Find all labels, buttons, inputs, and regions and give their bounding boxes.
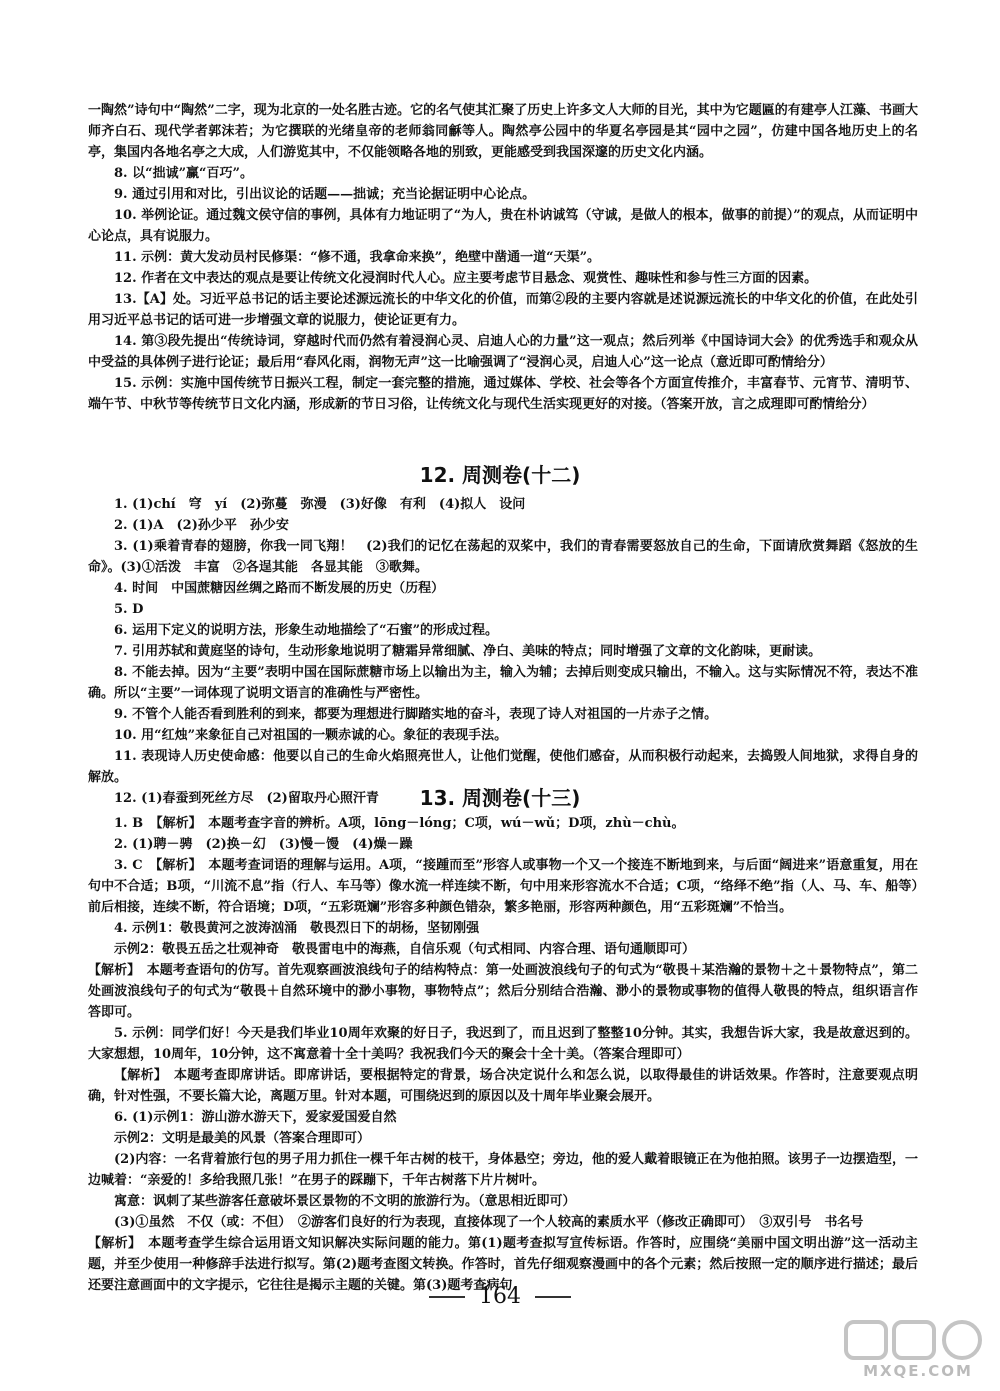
- answer-paragraph: 示例2：文明是最美的风景（答案合理即可）: [114, 1131, 371, 1146]
- answer-paragraph: 14. 第③段先提出“传统诗词，穿越时代而仍然有着浸润心灵、启迪人心的力量”这一观点；然后列举《中国诗词大会》的优秀选手和观众从中受益的具体例子进行论证；最后用“春风化雨，润物无声”这一比喻强调了“浸润心灵，启迪人心”这一论点（意近即可酌情给分）: [88, 334, 918, 370]
- page-footer: [0, 1284, 1000, 1309]
- answer-paragraph: 1. B 【解析】 本题考查字音的辨析。A项，lōng－lóng；C项，wú－wǔ；D项，zhù－chù。: [114, 816, 685, 831]
- answer-paragraph: 【解析】 本题考查语句的仿写。首先观察画波浪线句子的结构特点：第一处画波浪线句子的句式为“敬畏＋某浩瀚的景物＋之＋景物特点”，第二处画波浪线句子的句式为“敬畏＋自然环境中的渺小事物，事物特点”；然后分别结合浩瀚、渺小的景物或事物的值得人敬畏的特点，组织语言作答即可。: [88, 963, 918, 1020]
- answer-paragraph: 4. 示例1：敬畏黄河之波涛汹涌 敬畏烈日下的胡杨，坚韧刚强: [114, 921, 480, 936]
- answer-paragraph: 【解析】 本题考查即席讲话。即席讲话，要根据特定的背景，场合决定说什么和怎么说，以取得最佳的讲话效果。作答时，注意要观点明确，针对性强，不要长篇大论，离题万里。针对本题，可围绕迟到的原因以及十周年毕业聚会展开。: [88, 1068, 918, 1104]
- footer-dash-right: [535, 1296, 571, 1298]
- answer-paragraph: (2)内容：一名背着旅行包的男子用力抓住一棵千年古树的枝干，身体悬空；旁边，他的爱人戴着眼镜正在为他拍照。该男子一边摆造型，一边喊着：“亲爱的！多给我照几张！”在男子的踩蹦下，千年古树落下片片树叶。: [88, 1152, 918, 1188]
- answer-paragraph: 1. (1)chí 穹 yí (2)弥蔓 弥漫 (3)好像 有利 (4)拟人 设问: [114, 497, 526, 512]
- answer-paragraph: 11. 表现诗人历史使命感：他要以自己的生命火焰照亮世人，让他们觉醒，使他们感奋，从而积极行动起来，去捣毁人间地狱，求得自身的解放。: [88, 749, 918, 785]
- answer-paragraph: 12. (1)春蚕到死丝方尽 (2)留取丹心照汗青: [114, 791, 379, 806]
- answer-paragraph: 12. 作者在文中表达的观点是要让传统文化浸润时代人心。应主要考虑节目悬念、观赏性、趣味性和参与性三方面的因素。: [114, 271, 818, 286]
- answer-paragraph: 15. 示例：实施中国传统节日振兴工程，制定一套完整的措施，通过媒体、学校、社会等各个方面宣传推介，丰富春节、元宵节、清明节、端午节、中秋节等传统节日文化内涵，形成新的节日习俗，让传统文化与现代生活实现更好的对接。（答案开放，言之成理即可酌情给分）: [88, 376, 918, 412]
- answer-paragraph: 2. (1)聘－骋 (2)换－幻 (3)慢－馒 (4)燥－躁: [114, 837, 413, 852]
- answer-paragraph: 8. 不能去掉。因为“主要”表明中国在国际蔗糖市场上以输出为主，输入为辅；去掉后则变成只输出，不输入。这与实际情况不符，表达不准确。所以“主要”一词体现了说明文语言的准确性与严密性。: [88, 665, 918, 701]
- watermark-url: MXQE.COM: [863, 1362, 973, 1380]
- answer-paragraph: 9. 不管个人能否看到胜利的到来，都要为理想进行脚踏实地的奋斗，表现了诗人对祖国的一片赤子之情。: [114, 707, 718, 722]
- answer-paragraph: 一陶然”诗句中“陶然”二字，现为北京的一处名胜古迹。它的名气使其汇聚了历史上许多文人大师的目光，其中为它题匾的有建亭人江藻、书画大师齐白石、现代学者郭沫若；为它撰联的光绪皇帝的老师翁同龢等人。陶然亭公园中的华夏名亭园是其“园中之园”，仿建中国各地历史上的名亭，集国内各地名亭之大成，人们游览其中，不仅能领略各地的别致，更能感受到我国深邃的历史文化内涵。: [88, 103, 918, 160]
- answer-section-previous: [88, 100, 918, 415]
- answer-paragraph: 10. 举例论证。通过魏文侯守信的事例，具体有力地证明了“为人，贵在朴讷诚笃（守诚，是做人的根本，做事的前提）”的观点，从而证明中心论点，具有说服力。: [88, 208, 918, 244]
- answer-paragraph: 8. 以“拙诚”赢“百巧”。: [114, 166, 254, 181]
- answer-paragraph: 9. 通过引用和对比，引出议论的话题——拙诚；充当论据证明中心论点。: [114, 187, 536, 202]
- answer-paragraph: 11. 示例：黄大发动员村民修渠：“修不通，我拿命来换”，绝壁中凿通一道“天渠”。: [114, 250, 601, 265]
- answer-paragraph: (3)①虽然 不仅（或：不但） ②游客们良好的行为表现，直接体现了一个人较高的素质水平（修改正确即可） ③双引号 书名号: [114, 1215, 864, 1230]
- answer-paragraph: 6. 运用下定义的说明方法，形象生动地描绘了“石蜜”的形成过程。: [114, 623, 499, 638]
- answer-paragraph: 4. 时间 中国蔗糖因丝绸之路而不断发展的历史（历程）: [114, 581, 445, 596]
- answer-section-13: [88, 813, 918, 1296]
- answer-paragraph: 6. (1)示例1：游山游水游天下，爱家爱国爱自然: [114, 1110, 397, 1125]
- footer-dash-left: [429, 1296, 465, 1298]
- section-heading-13: [0, 785, 1000, 811]
- answer-paragraph: 3. (1)乘着青春的翅膀，你我一同飞翔！ (2)我们的记忆在荡起的双桨中，我们的青春需要怒放自己的生命，下面请欣赏舞蹈《怒放的生命》。(3)①活泼 丰富 ②各逞其能 各显其能 ③歌舞。: [88, 539, 918, 575]
- answer-paragraph: 【解析】 本题考查学生综合运用语文知识解决实际问题的能力。第(1)题考查拟写宣传标语。作答时，应围绕“美丽中国文明出游”这一活动主题，并至少使用一种修辞手法进行拟写。第(2)题考查图文转换。作答时，首先仔细观察漫画中的各个元素；然后按照一定的顺序进行描述；最后还要注意画面中的文字提示，它往往是揭示主题的关键。第(3)题考查病句: [88, 1236, 918, 1293]
- answer-paragraph: 7. 引用苏轼和黄庭坚的诗句，生动形象地说明了糖霜异常细腻、净白、美味的特点；同时增强了文章的文化韵味，更耐读。: [114, 644, 822, 659]
- answer-paragraph: 10. 用“红烛”来象征自己对祖国的一颗赤诚的心。象征的表现手法。: [114, 728, 508, 743]
- answer-section-12: [88, 494, 918, 809]
- answer-paragraph: 2. (1)A (2)孙少平 孙少安: [114, 518, 289, 533]
- answer-paragraph: 13.【A】处。习近平总书记的话主要论述源远流长的中华文化的价值，而第②段的主要内容就是述说源远流长的中华文化的价值，在此处引用习近平总书记的话可进一步增强文章的说服力，使论证更有力。: [88, 292, 918, 328]
- section-heading-12: [0, 462, 1000, 488]
- answer-paragraph: 示例2：敬畏五岳之壮观神奇 敬畏雷电中的海燕，自信乐观（句式相同、内容合理、语句通顺即可）: [114, 942, 696, 957]
- answer-paragraph: 寓意：讽刺了某些游客任意破坏景区景物的不文明的旅游行为。（意思相近即可）: [114, 1194, 576, 1209]
- page-number: 164: [479, 1284, 521, 1309]
- answer-paragraph: 5. 示例：同学们好！今天是我们毕业10周年欢聚的好日子，我迟到了，而且迟到了整整10分钟。其实，我想告诉大家，我是故意迟到的。大家想想，10周年，10分钟，这不寓意着十全十美吗？我祝我们今天的聚会十全十美。（答案合理即可）: [88, 1026, 918, 1062]
- section-title-12: 12. 周测卷(十二): [419, 463, 581, 487]
- answer-paragraph: 5. D: [114, 602, 144, 617]
- answer-paragraph: 3. C 【解析】 本题考查词语的理解与运用。A项，“接踵而至”形容人或事物一个又一个接连不断地到来，与后面“阔进来”语意重复，用在句中不合适；B项，“川流不息”指（行人、车马等）像水流一样连续不断，句中用来形容流水不合适；C项，“络绎不绝”指（人、马、车、船等）前后相接，连续不断，符合语境；D项，“五彩斑斓”形容多种颜色错杂，繁多艳丽，形容两种颜色，用“五彩斑斓”不恰当。: [88, 858, 918, 915]
- section-title-13: 13. 周测卷(十三): [419, 786, 581, 810]
- watermark-logo: [844, 1318, 984, 1362]
